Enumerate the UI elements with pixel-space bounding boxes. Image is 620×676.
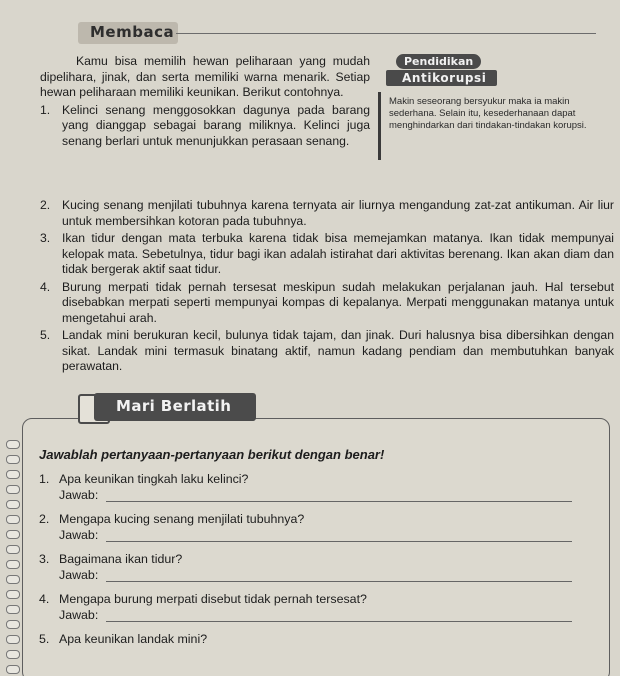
question-number: 4. — [39, 592, 50, 606]
item-text: Burung merpati tidak pernah tersesat meskipun sudah melakukan perjalanan jauh. Hal tersebut disebabkan merpati seperti mempunyai kompas di kepalanya. Merpati menggunakan matanya untuk mengetahui arah. — [62, 279, 614, 325]
item-text: Kelinci senang menggosokkan dagunya pada barang yang dianggap sebagai barang miliknya. Kelinci juga senang berlari untuk menunjukkan perasaan senang. — [62, 102, 370, 148]
item-number: 4. — [40, 279, 51, 294]
list-item — [40, 231, 614, 278]
exercise-header-text: Mari Berlatih — [116, 397, 232, 415]
section-label-text: Membaca — [90, 23, 175, 41]
pet-facts-list — [40, 196, 614, 376]
intro-block — [40, 54, 370, 150]
question-text: Apa keunikan landak mini? — [59, 632, 208, 646]
question-item — [39, 472, 599, 502]
question-number: 2. — [39, 512, 50, 526]
question-text: Mengapa kucing senang menjilati tubuhnya? — [59, 512, 305, 526]
exercise-instruction: Jawablah pertanyaan-pertanyaan berikut dengan benar! — [39, 447, 385, 462]
question-item — [39, 512, 599, 542]
answer-line[interactable] — [106, 531, 572, 542]
item-number: 3. — [40, 231, 51, 245]
question-number: 1. — [39, 472, 50, 486]
anticorruption-text: Makin seseorang bersyukur maka ia makin sederhana. Selain itu, kesederhanaan dapat menghindarkan dari tindakan-tindakan korupsi. — [378, 92, 611, 160]
answer-label: Jawab: — [59, 488, 99, 502]
question-number: 5. — [39, 632, 50, 646]
intro-paragraph: Kamu bisa memilih hewan peliharaan yang mudah dipelihara, jinak, dan serta memiliki warna menarik. Setiap hewan peliharaan memiliki keunikan. Berikut contohnya. — [40, 54, 370, 100]
answer-row — [59, 488, 599, 502]
answer-row — [59, 608, 599, 622]
question-item — [39, 632, 599, 646]
item-text: Landak mini berukuran kecil, bulunya tidak tajam, dan jinak. Duri halusnya bisa dibersihkan dengan sikat. Landak mini termasuk binatang aktif, namun kadang pendiam dan membutuhkan banyak perawatan. — [62, 328, 614, 373]
exercise-content — [39, 447, 599, 656]
answer-line[interactable] — [106, 571, 572, 582]
question-item — [39, 592, 599, 622]
section-divider — [176, 33, 596, 34]
item-number: 5. — [40, 328, 51, 342]
section-label — [78, 22, 178, 44]
item-number: 2. — [40, 198, 51, 212]
item-text: Kucing senang menjilati tubuhnya karena ternyata air liurnya mengandung zat-zat antikuman. Air liur untuk membersihkan kotoran pada tubuhnya. — [62, 198, 614, 228]
question-text: Mengapa burung merpati disebut tidak pernah tersesat? — [59, 592, 367, 606]
list-item — [40, 328, 614, 375]
question-text: Apa keunikan tingkah laku kelinci? — [59, 472, 249, 486]
question-number: 3. — [39, 552, 50, 566]
exercise-box — [22, 418, 610, 676]
education-tag: Pendidikan — [396, 54, 481, 69]
list-item — [40, 280, 614, 327]
exercise-header — [94, 393, 256, 421]
answer-row — [59, 568, 599, 582]
question-item — [39, 552, 599, 582]
anticorruption-tag: Antikorupsi — [386, 70, 497, 86]
list-item — [40, 198, 614, 229]
item-text: Ikan tidur dengan mata terbuka karena tidak bisa memejamkan matanya. Ikan tidak mempunyai kelopak mata. Sebetulnya, tidur bagi ikan adalah istirahat dari aktivitas berenang. Ikan akan diam dan tidak bergerak aktif saat tidur. — [62, 231, 614, 276]
anticorruption-box — [378, 55, 608, 166]
item-number: 1. — [40, 102, 51, 117]
list-item — [40, 103, 370, 150]
answer-row — [59, 528, 599, 542]
answer-label: Jawab: — [59, 528, 99, 542]
question-text: Bagaimana ikan tidur? — [59, 552, 183, 566]
spiral-binding — [6, 440, 20, 676]
answer-line[interactable] — [106, 491, 572, 502]
answer-label: Jawab: — [59, 568, 99, 582]
answer-label: Jawab: — [59, 608, 99, 622]
answer-line[interactable] — [106, 611, 572, 622]
